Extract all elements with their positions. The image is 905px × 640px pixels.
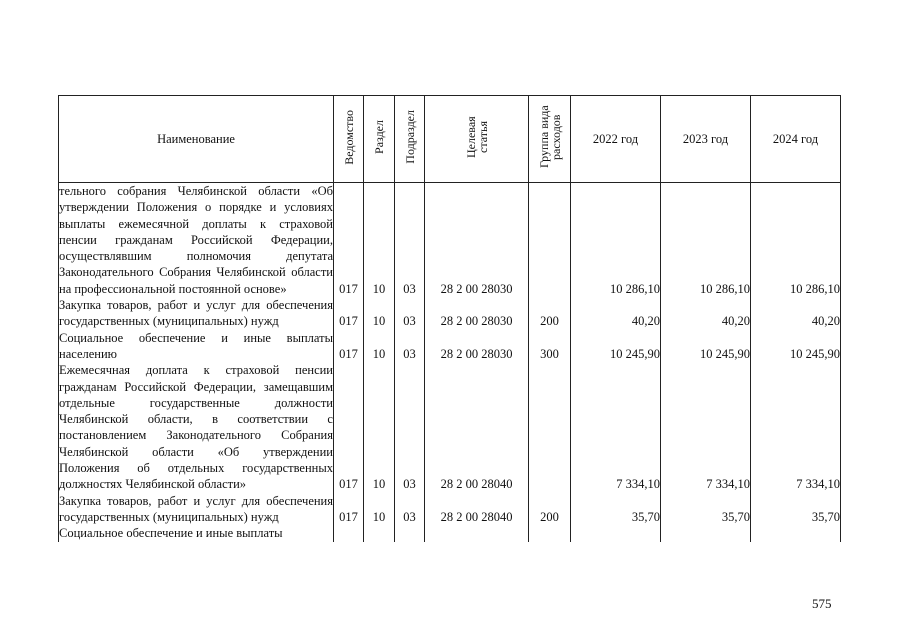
header-celevaya: Целевая статья [425, 96, 529, 183]
row-gruppa [529, 525, 571, 541]
row-2023: 10 245,90 [661, 330, 751, 363]
row-celevaya: 28 2 00 28040 [425, 362, 529, 492]
row-2024: 35,70 [751, 493, 841, 526]
row-razdel: 10 [364, 362, 395, 492]
row-celevaya: 28 2 00 28040 [425, 493, 529, 526]
row-gruppa: 200 [529, 297, 571, 330]
row-2024 [751, 525, 841, 541]
row-2023: 40,20 [661, 297, 751, 330]
budget-table [58, 95, 841, 542]
row-2024: 40,20 [751, 297, 841, 330]
row-2022: 40,20 [571, 297, 661, 330]
header-row [59, 96, 841, 183]
row-podrazdel: 03 [395, 493, 425, 526]
row-celevaya: 28 2 00 28030 [425, 330, 529, 363]
row-2024: 10 286,10 [751, 183, 841, 298]
row-razdel: 10 [364, 183, 395, 298]
row-name: Закупка товаров, работ и услуг для обеспечения государственных (муниципальных) нужд [59, 493, 333, 524]
row-celevaya: 28 2 00 28030 [425, 297, 529, 330]
row-2024: 10 245,90 [751, 330, 841, 363]
row-gruppa [529, 362, 571, 492]
row-razdel [364, 525, 395, 541]
row-2022: 35,70 [571, 493, 661, 526]
row-gruppa: 200 [529, 493, 571, 526]
row-2023 [661, 525, 751, 541]
row-vedomstvo: 017 [334, 183, 364, 298]
row-vedomstvo: 017 [334, 330, 364, 363]
row-podrazdel: 03 [395, 183, 425, 298]
row-razdel: 10 [364, 330, 395, 363]
table-row [59, 330, 841, 363]
row-gruppa [529, 183, 571, 298]
row-name: Социальное обеспечение и иные выплаты [59, 525, 334, 541]
row-podrazdel: 03 [395, 297, 425, 330]
row-vedomstvo: 017 [334, 297, 364, 330]
row-gruppa: 300 [529, 330, 571, 363]
header-gruppa: Группа вида расходов [529, 96, 571, 183]
row-2023: 35,70 [661, 493, 751, 526]
row-2022: 10 245,90 [571, 330, 661, 363]
table-row [59, 362, 841, 492]
header-vedomstvo: Ведомство [334, 96, 364, 183]
row-2022: 10 286,10 [571, 183, 661, 298]
row-celevaya [425, 525, 529, 541]
row-name: Закупка товаров, работ и услуг для обеспечения государственных (муниципальных) нужд [59, 298, 333, 329]
row-2023: 10 286,10 [661, 183, 751, 298]
header-podrazdel: Подраздел [395, 96, 425, 183]
row-vedomstvo: 017 [334, 493, 364, 526]
header-2024: 2024 год [751, 96, 841, 183]
row-name: тельного собрания Челябинской области «Об утверждении Положения о порядке и условиях выплаты ежемесячной доплаты к страховой пенсии гражданам Российской Федерации, осуществлявшим полномочия депутата Законодательного Собрания Челябинской области на профессиональной постоянной основе» [59, 184, 333, 296]
header-2023: 2023 год [661, 96, 751, 183]
header-name: Наименование [59, 96, 334, 183]
header-razdel: Раздел [364, 96, 395, 183]
row-podrazdel: 03 [395, 330, 425, 363]
row-2023: 7 334,10 [661, 362, 751, 492]
row-2022 [571, 525, 661, 541]
table-row [59, 525, 841, 541]
row-celevaya: 28 2 00 28030 [425, 183, 529, 298]
row-vedomstvo [334, 525, 364, 541]
row-name: Ежемесячная доплата к страховой пенсии гражданам Российской Федерации, замещавшим отдельные государственные должности Челябинской области, в соответствии с постановлением Законодательного Собрания Челябинской области «Об утверждении Положения об отдельных государственных должностях Челябинской области» [59, 363, 333, 492]
row-name: Социальное обеспечение и иные выплаты населению [59, 330, 333, 361]
page-number: 575 [812, 596, 832, 611]
table-row [59, 183, 841, 298]
header-2022: 2022 год [571, 96, 661, 183]
table-row [59, 297, 841, 330]
row-podrazdel [395, 525, 425, 541]
row-razdel: 10 [364, 297, 395, 330]
row-vedomstvo: 017 [334, 362, 364, 492]
row-podrazdel: 03 [395, 362, 425, 492]
row-2024: 7 334,10 [751, 362, 841, 492]
row-2022: 7 334,10 [571, 362, 661, 492]
table-row [59, 493, 841, 526]
row-razdel: 10 [364, 493, 395, 526]
